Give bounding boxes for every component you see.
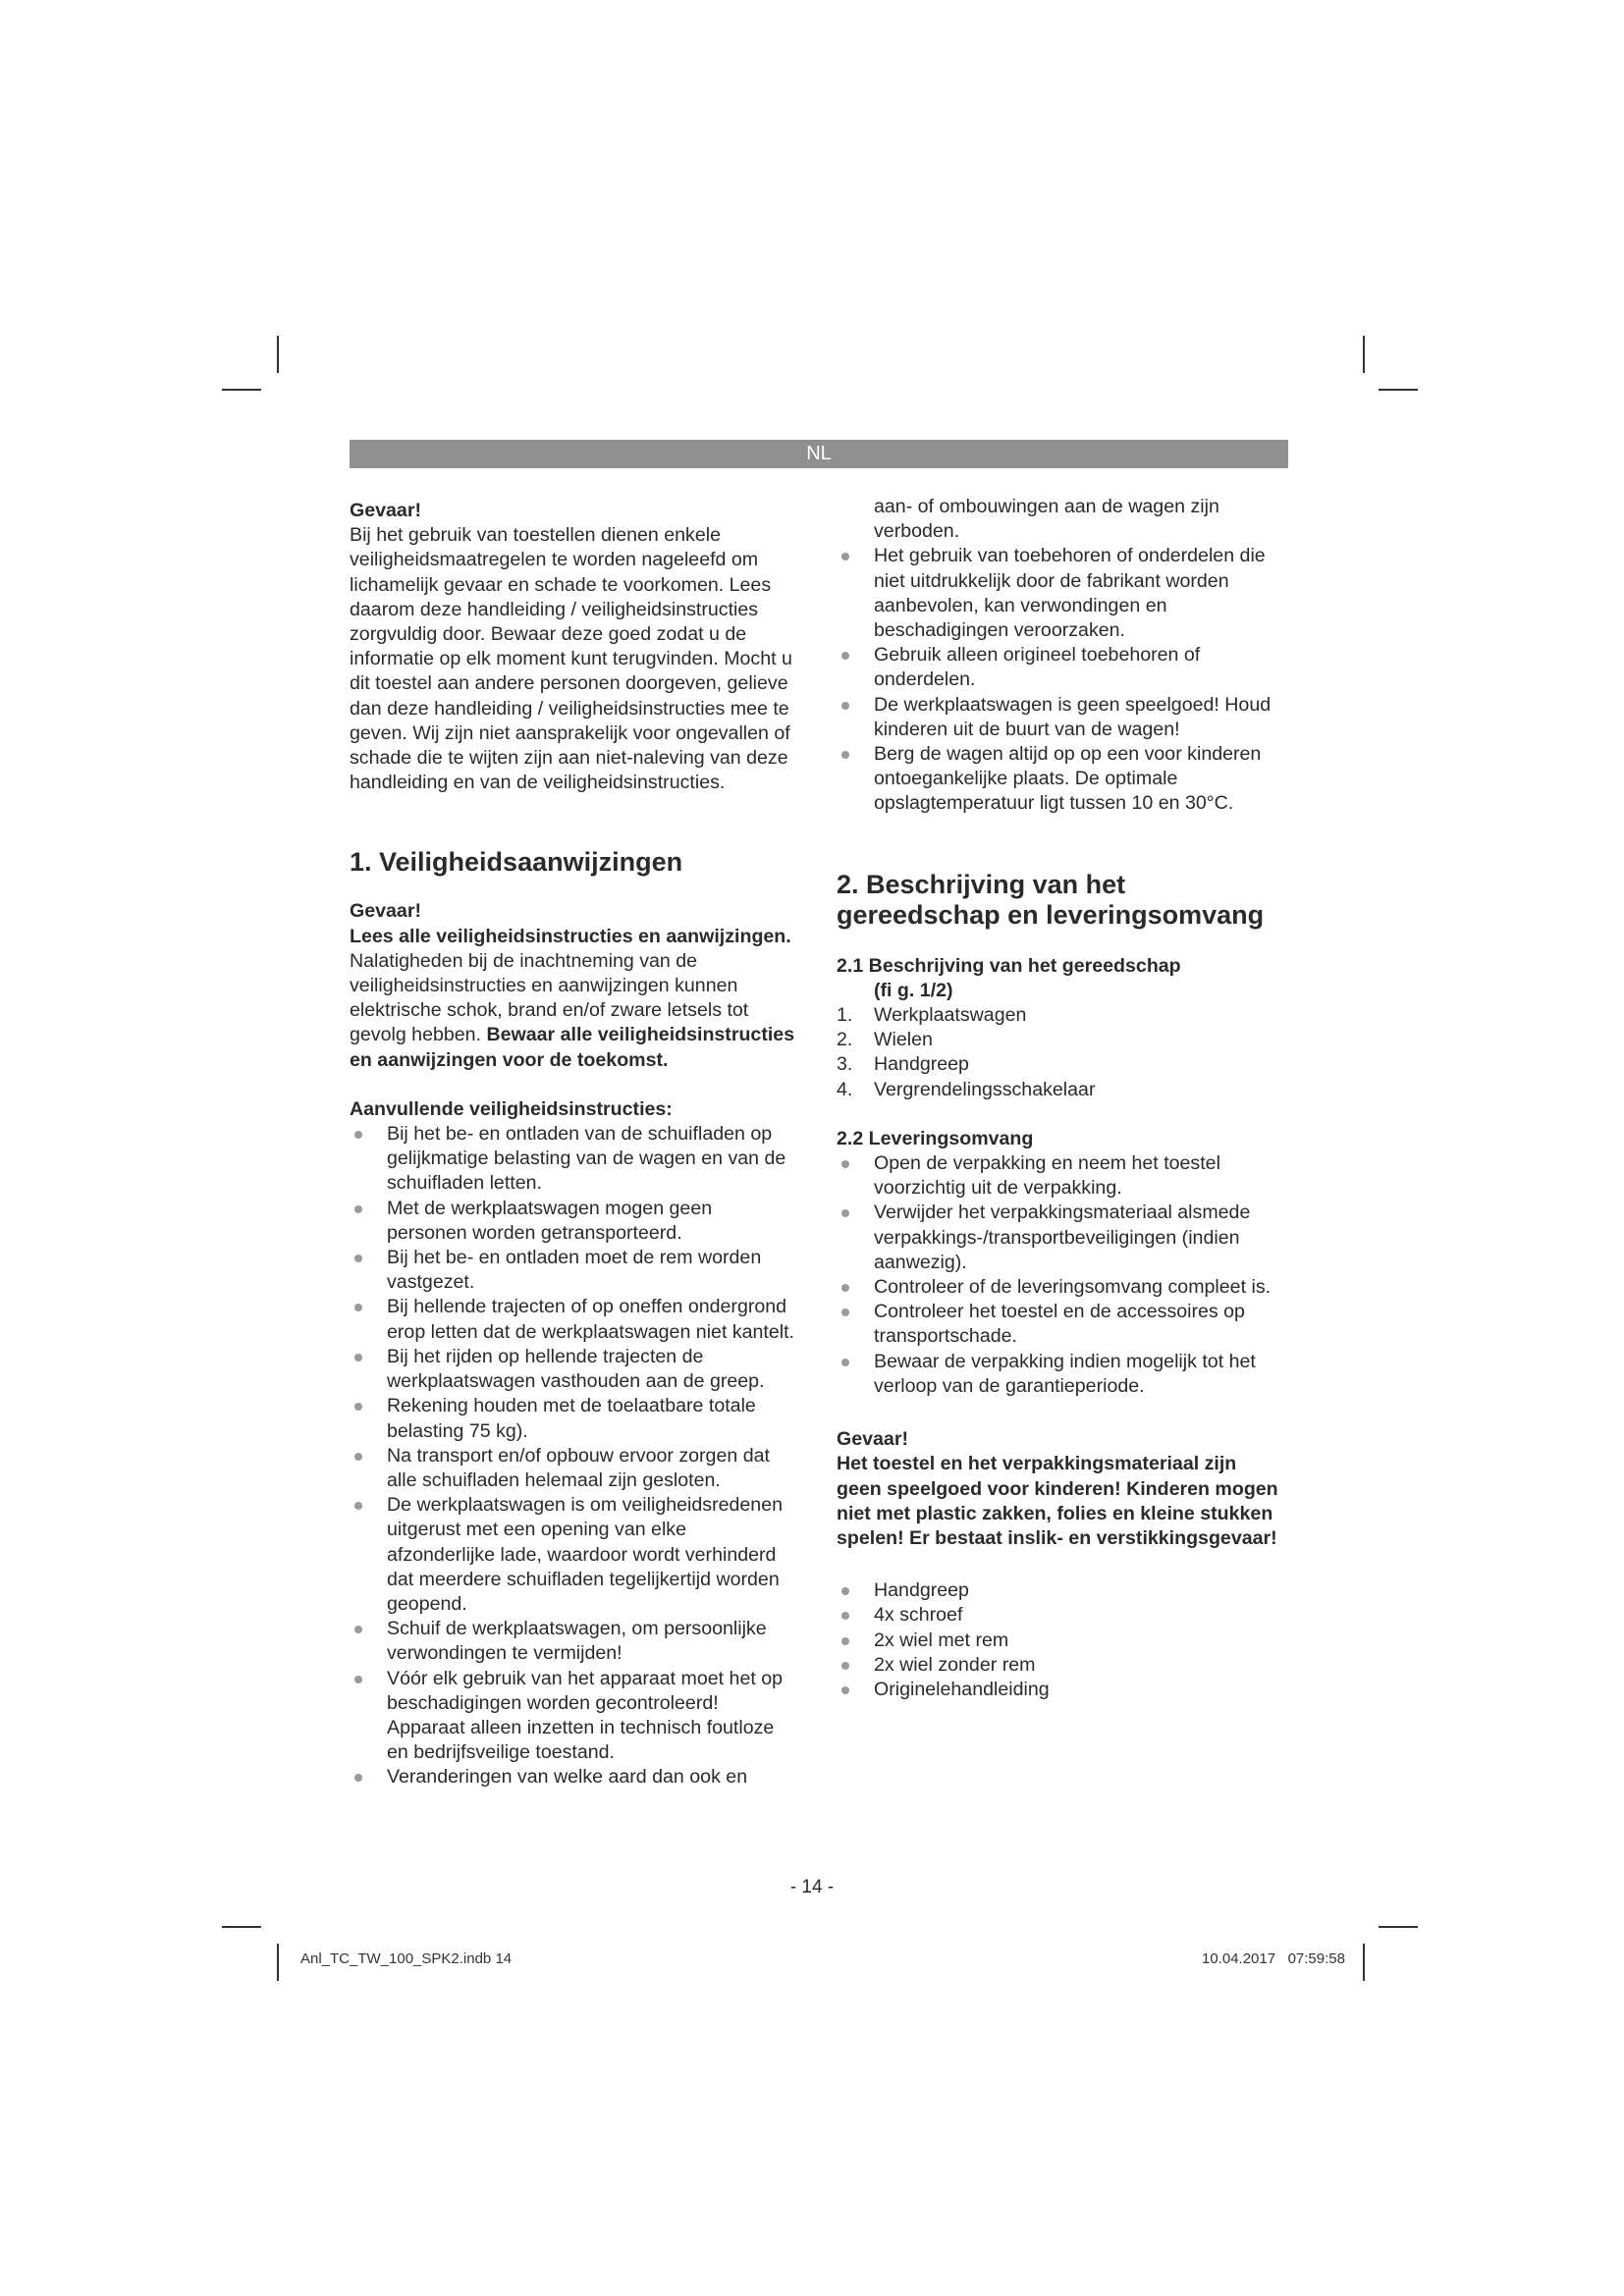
section2-title: 2. Beschrijving van het gereedschap en leveringsomvang (837, 869, 1265, 930)
list-item: Controleer het toestel en de accessoires op transportschade. (837, 1300, 1284, 1349)
part-label: Vergrendelingsschakelaar (874, 1078, 1096, 1100)
section1-bold-lead: Lees alle veiligheidsinstructies en aanwijzingen. (350, 925, 791, 947)
list-item: Berg de wagen altijd op op een voor kinderen ontoegankelijke plaats. De optimale opslagtemperatuur ligt tussen 10 en 30°C. (837, 742, 1284, 817)
crop-mark (277, 336, 279, 373)
left-column (350, 499, 797, 1790)
warning-title: Gevaar! (837, 1428, 908, 1451)
list-item: Handgreep (837, 1578, 1284, 1603)
list-item (837, 1052, 1284, 1077)
crop-mark (222, 389, 261, 391)
list-item: Na transport en/of opbouw ervoor zorgen dat alle schuifladen helemaal zijn gesloten. (350, 1444, 797, 1493)
part-label: Werkplaatswagen (874, 1004, 1027, 1027)
list-item (837, 1028, 1284, 1052)
subsection22-title: 2.2 Leveringsomvang (837, 1127, 1034, 1149)
list-item: Open de verpakking en neem het toestel voorzichtig uit de verpakking. (837, 1151, 1284, 1201)
crop-mark (1363, 336, 1365, 373)
section1-title: 1. Veiligheidsaanwijzingen (350, 847, 683, 878)
list-item: Originelehandleiding (837, 1678, 1284, 1702)
file-slug: Anl_TC_TW_100_SPK2.indb 14 (300, 1950, 513, 1967)
section1-paragraph (350, 925, 797, 1073)
crop-mark (1379, 1926, 1418, 1928)
part-number: 4. (837, 1078, 853, 1100)
part-number: 3. (837, 1053, 853, 1076)
list-item: Met de werkplaatswagen mogen geen personen worden getransporteerd. (350, 1197, 797, 1246)
section1-warning-title: Gevaar! (350, 900, 421, 923)
list-item: Bij hellende trajecten of op oneffen ondergrond erop letten dat de werkplaatswagen niet kantelt. (350, 1295, 797, 1344)
list-item: 2x wiel zonder rem (837, 1653, 1284, 1678)
list-item: Bij het be- en ontladen van de schuifladen op gelijkmatige belasting van de wagen en van de schuifladen letten. (350, 1122, 797, 1197)
list-item (837, 1003, 1284, 1028)
intro-warning-title: Gevaar! (350, 500, 421, 521)
print-timestamp: 10.04.2017 07:59:58 (1202, 1950, 1345, 1967)
list-item: Controleer of de leveringsomvang compleet is. (837, 1275, 1284, 1300)
list-item: 4x schroef (837, 1603, 1284, 1628)
part-label: Wielen (874, 1029, 933, 1051)
list-item: Verwijder het verpakkingsmateriaal alsmede verpakkings-/transportbeveiligingen (indien aanwezig). (837, 1201, 1284, 1275)
list-item: Gebruik alleen origineel toebehoren of onderdelen. (837, 643, 1284, 692)
subsection21-title: 2.1 Beschrijving van het gereedschap (837, 954, 1181, 977)
contents-list (837, 1578, 1284, 1702)
list-item: Bewaar de verpakking indien mogelijk tot het verloop van de garantieperiode. (837, 1350, 1284, 1399)
section1-bold-tail: Bewaar alle veiligheidsinstructies en aanwijzingen voor de toekomst. (350, 1024, 795, 1071)
subsection21-fig: (fi g. 1/2) (874, 979, 953, 1001)
continuation-text: aan- of ombouwingen aan de wagen zijn verboden. (874, 496, 1219, 543)
language-header: NL (350, 440, 1288, 468)
list-item: Vóór elk gebruik van het apparaat moet het op beschadigingen worden gecontroleerd! Apparaat alleen inzetten in technisch foutloze en bedrijfsveilige toestand. (350, 1667, 797, 1766)
crop-mark (1379, 389, 1418, 391)
list-item: 2x wiel met rem (837, 1629, 1284, 1653)
crop-mark (1363, 1944, 1365, 1981)
crop-mark (222, 1926, 261, 1928)
intro-text: Bij het gebruik van toestellen dienen enkele veiligheidsmaatregelen te worden nageleefd om lichamelijk gevaar en schade te voorkomen. Lees daarom deze handleiding / veiligheidsinstructies zorgvuldig door. Bewaar deze goed zodat u de informatie op elk moment kunt terugvinden. Mocht u dit toestel aan andere personen doorgeven, gelieve dan deze handleiding / veiligheidsinstructies mee te geven. Wij zijn niet aansprakelijk voor ongevallen of schade die te wijten zijn aan niet-naleving van deze handleiding en van de veiligheidsinstructies. (350, 524, 792, 794)
list-item: Schuif de werkplaatswagen, om persoonlijke verwondingen te vermijden! (350, 1617, 797, 1666)
part-number: 2. (837, 1029, 853, 1051)
additional-title: Aanvullende veiligheidsinstructies: (350, 1097, 673, 1120)
list-item: De werkplaatswagen is om veiligheidsredenen uitgerust met een opening van elke afzonderlijke lade, waardoor wordt verhinderd dat meerdere schuifladen tegelijkertijd worden geopend. (350, 1493, 797, 1617)
list-item: Veranderingen van welke aard dan ook en (350, 1765, 797, 1789)
parts-list (837, 1003, 1284, 1102)
safety-list-continued (837, 544, 1284, 816)
list-item (837, 1078, 1284, 1102)
part-number: 1. (837, 1004, 853, 1027)
list-item: Bij het rijden op hellende trajecten de werkplaatswagen vasthouden aan de greep. (350, 1345, 797, 1394)
list-item: Rekening houden met de toelaatbare totale belasting 75 kg). (350, 1394, 797, 1443)
list-item: De werkplaatswagen is geen speelgoed! Houd kinderen uit de buurt van de wagen! (837, 693, 1284, 742)
additional-list (350, 1122, 797, 1789)
section1-text: Nalatigheden bij de inachtneming van de veiligheidsinstructies en aanwijzingen kunnen elektrische schok, brand en/of zware letsels tot gevolg hebben. (350, 949, 749, 1046)
page-number: - 14 - (789, 1877, 835, 1897)
list-item: Het gebruik van toebehoren of onderdelen die niet uitdrukkelijk door de fabrikant worden aanbevolen, kan verwondingen en beschadigingen veroorzaken. (837, 544, 1284, 643)
warning-text: Het toestel en het verpakkingsmateriaal zijn geen speelgoed voor kinderen! Kinderen mogen niet met plastic zakken, folies en kleine stukken spelen! Er bestaat inslik- en verstikkingsgevaar! (837, 1453, 1278, 1549)
crop-mark (277, 1944, 279, 1981)
delivery-list (837, 1151, 1284, 1399)
part-label: Handgreep (874, 1053, 969, 1076)
list-item: Bij het be- en ontladen moet de rem worden vastgezet. (350, 1246, 797, 1295)
right-column (837, 495, 1284, 1702)
